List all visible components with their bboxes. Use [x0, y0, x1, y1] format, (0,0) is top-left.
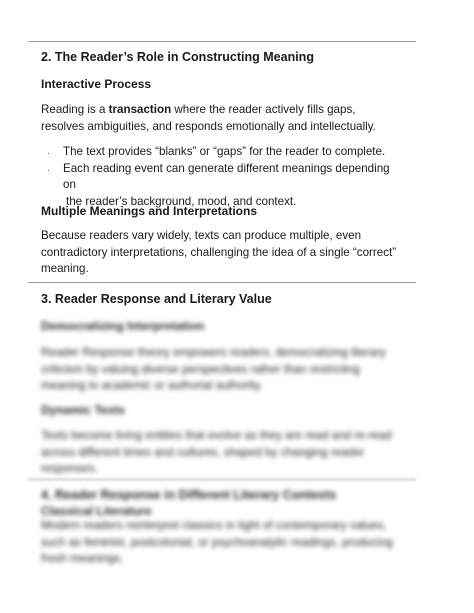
paragraph-multiple-meanings	[41, 228, 401, 278]
section-4-title: 4. Reader Response in Different Literary Contexts	[41, 488, 337, 502]
paragraph-dynamic-texts	[41, 428, 401, 478]
bullet-marker: .	[47, 162, 50, 174]
paragraph-democratizing	[41, 345, 401, 395]
bullet-text: The text provides “blanks” or “gaps” for the reader to complete.	[63, 145, 386, 158]
bullet-text-continuation: the reader’s background, mood, and context.	[66, 194, 297, 208]
bullet-list	[41, 144, 401, 210]
bullet-list-items	[41, 144, 401, 210]
bullet-text: Each reading event can generate different meanings depending on	[63, 161, 390, 191]
section-3	[41, 291, 401, 307]
paragraph-classical	[41, 518, 401, 568]
divider-lower	[28, 479, 416, 480]
divider-middle	[28, 282, 416, 283]
paragraph-transaction	[41, 102, 401, 135]
subsection-democratizing	[41, 318, 401, 334]
divider-top	[28, 41, 416, 42]
paragraph-text: Reader Response theory empowers readers, democratizing literary criticism by valuing diverse perspectives rather than restricting meaning to academic or authorial authority.	[41, 346, 386, 392]
bullet-marker: .	[47, 146, 50, 157]
section-4	[41, 487, 401, 503]
paragraph-bold-term: transaction	[108, 103, 172, 116]
list-item	[41, 144, 401, 161]
section-2-title: 2. The Reader’s Role in Constructing Meaning	[41, 50, 314, 64]
section-3-title: 3. Reader Response and Literary Value	[41, 292, 272, 306]
paragraph-text-lead: Reading is a	[41, 103, 109, 116]
paragraph-text: Modern readers reinterpret classics in light of contemporary values, such as feminist, postcolonial, or psychoanalytic readings, producing fresh meanings.	[41, 519, 393, 565]
subsection-interactive-process	[41, 76, 401, 92]
paragraph-text: Texts become living entities that evolve as they are read and re-read across different times and cultures, shaped by changing reader responses.	[41, 429, 392, 475]
paragraph-text	[41, 102, 401, 135]
subsection-title-multiple-meanings: Multiple Meanings and Interpretations	[41, 204, 258, 218]
subsection-title-dynamic-texts: Dynamic Texts	[41, 403, 125, 417]
section-2	[41, 49, 401, 65]
subsection-title-interactive-process: Interactive Process	[41, 77, 152, 91]
subsection-title-classical: Classical Literature	[41, 504, 152, 518]
paragraph-text: Because readers vary widely, texts can produce multiple, even contradictory interpretations, challenging the idea of a single “correct” meaning.	[41, 229, 397, 275]
subsection-title-democratizing: Democratizing Interpretation	[41, 319, 205, 333]
subsection-classical	[41, 503, 401, 519]
paragraph-text-rest: where the reader actively fills gaps, resolves ambiguities, and responds emotionally and intellectually.	[41, 103, 376, 133]
subsection-dynamic-texts	[41, 402, 401, 418]
subsection-multiple-meanings	[41, 203, 401, 219]
